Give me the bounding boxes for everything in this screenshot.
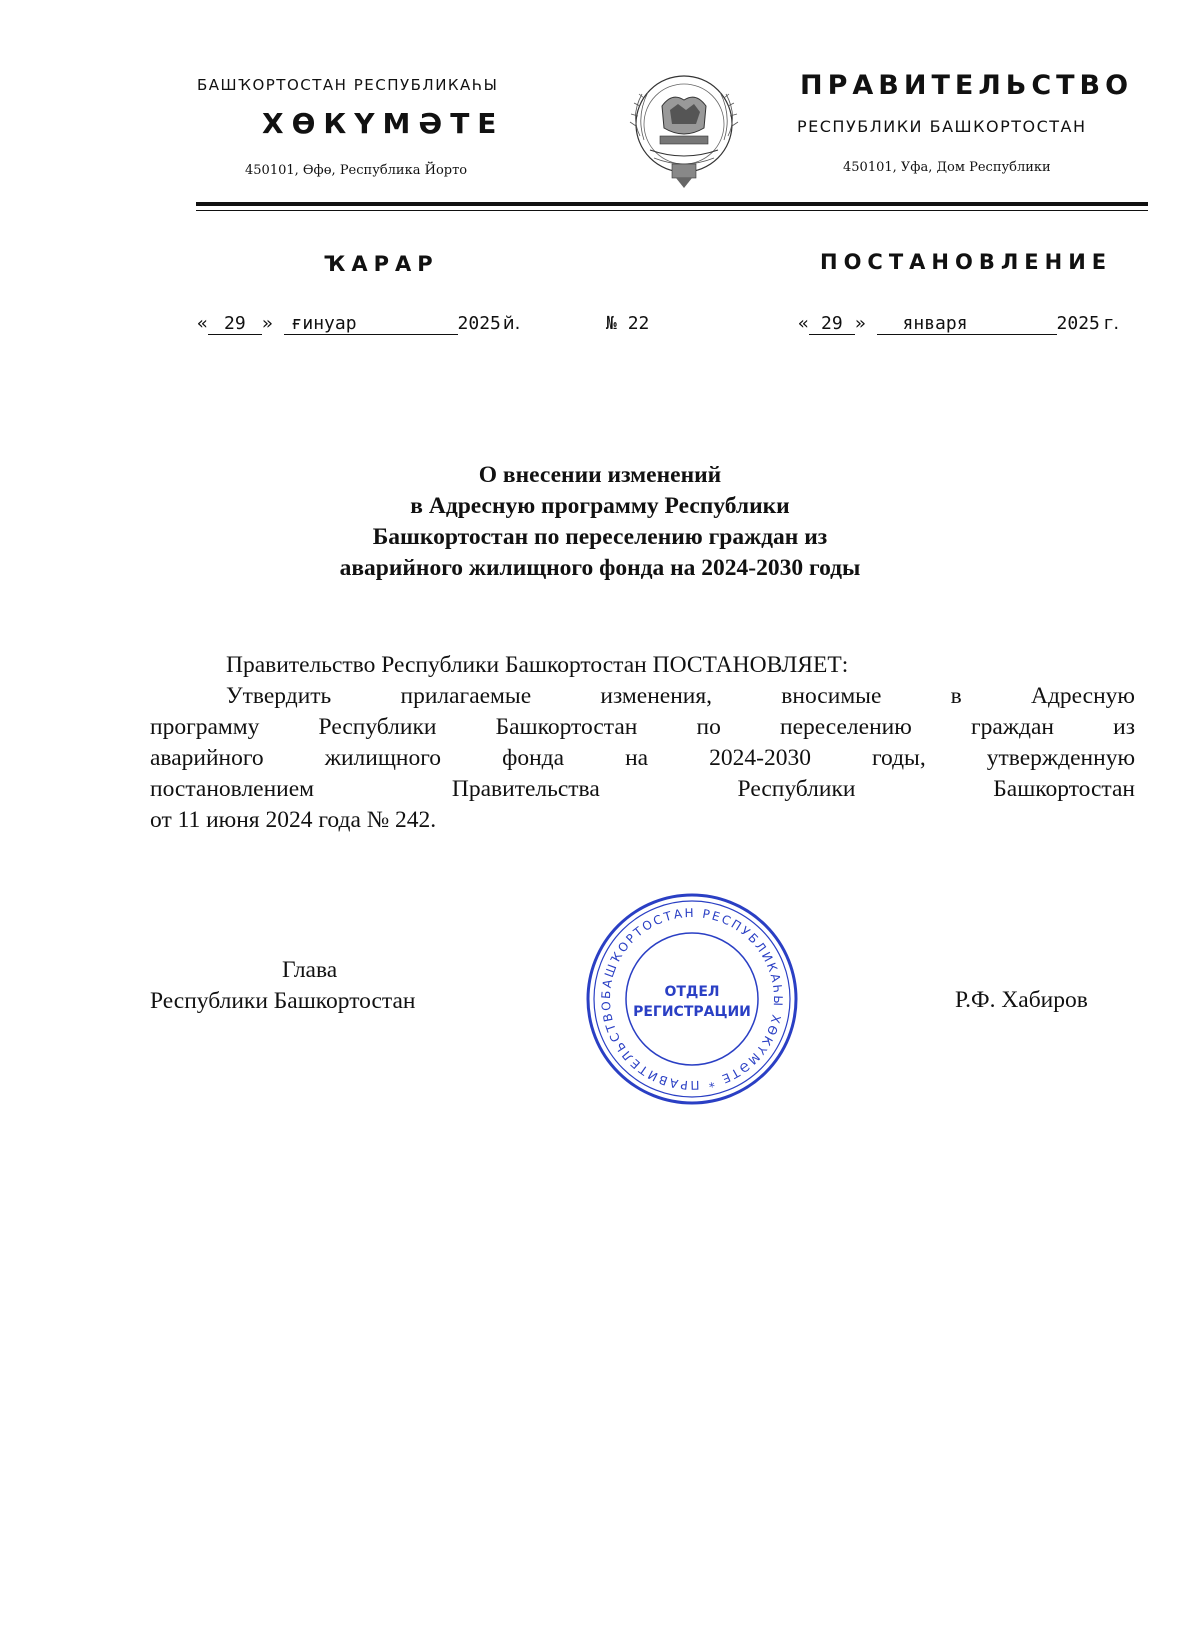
- header-rule-thin: [196, 210, 1148, 211]
- doc-type-right: ПОСТАНОВЛЕНИЕ: [820, 250, 1113, 274]
- date-right-year: 2025: [1056, 313, 1100, 334]
- header-left-org-line2: ХӨКҮМӘТЕ: [262, 107, 505, 140]
- header-right-org-line2: РЕСПУБЛИКИ БАШКОРТОСТАН: [797, 117, 1087, 136]
- header-left-address: 450101, Өфө, Республика Йорто: [245, 163, 468, 178]
- body-line: от 11 июня 2024 года № 242.: [150, 807, 437, 833]
- registration-stamp-seal: [583, 890, 801, 1108]
- date-right-day: 29: [809, 314, 855, 335]
- signature-position-line1: Глава: [282, 957, 338, 983]
- header-left-org-line1: БАШҠОРТОСТАН РЕСПУБЛИКАҺЫ: [197, 76, 499, 94]
- coat-of-arms-icon: [620, 66, 748, 194]
- title-line: Башкортостан по переселению граждан из: [372, 524, 828, 550]
- date-right-close-quote: »: [854, 313, 866, 334]
- date-left-day: 29: [208, 314, 262, 335]
- date-right-month: января: [877, 314, 1057, 335]
- body-intro: Правительство Республики Башкортостан ПОСТАНОВЛЯЕТ:: [226, 652, 849, 678]
- header-rule-thick: [196, 202, 1148, 206]
- body-line: Утвердить прилагаемые изменения, вносимые в Адресную: [226, 683, 1135, 709]
- title-line: аварийного жилищного фонда на 2024-2030 годы: [339, 555, 861, 581]
- registration-stamp: [583, 890, 801, 1108]
- document-title: [200, 460, 1000, 584]
- date-left-close-quote: »: [261, 313, 273, 334]
- date-right-open-quote: «: [798, 313, 809, 334]
- doc-number-sign: №: [606, 313, 617, 334]
- header-right-org-line1: ПРАВИТЕЛЬСТВО: [800, 70, 1134, 101]
- stamp-center-line1: ОТДЕЛ: [664, 984, 720, 1000]
- date-right: [798, 313, 1119, 335]
- signature-name: Р.Ф. Хабиров: [955, 987, 1088, 1013]
- body-line: аварийного жилищного фонда на 2024-2030 годы, утвержденную: [150, 745, 1135, 771]
- date-left-year: 2025: [457, 313, 501, 334]
- date-right-suffix: г.: [1103, 313, 1120, 334]
- date-left-month: ғинуар: [284, 314, 458, 335]
- title-line: О внесении изменений: [478, 462, 722, 488]
- date-left-open-quote: «: [197, 313, 208, 334]
- doc-number-value: 22: [627, 313, 650, 334]
- body-line: программу Республики Башкортостан по переселению граждан из: [150, 714, 1135, 740]
- stamp-outer-text: БАШҠОРТОСТАН РЕСПУБЛИКАҺЫ ХӨКҮМӘТЕ * ПРАВИТЕЛЬСТВО: [598, 905, 786, 1093]
- doc-type-left: ҠАРАР: [324, 252, 439, 276]
- header-right-address: 450101, Уфа, Дом Республики: [843, 160, 1051, 175]
- title-line: в Адресную программу Республики: [410, 493, 790, 519]
- doc-number: [606, 313, 649, 334]
- date-left-suffix: й.: [502, 313, 521, 334]
- stamp-center-line2: РЕГИСТРАЦИИ: [633, 1004, 751, 1020]
- signature-position-line2: Республики Башкортостан: [150, 988, 416, 1014]
- body-line: постановлением Правительства Республики Башкортостан: [150, 776, 1135, 802]
- date-left: [197, 313, 520, 335]
- body-text: [150, 650, 1135, 836]
